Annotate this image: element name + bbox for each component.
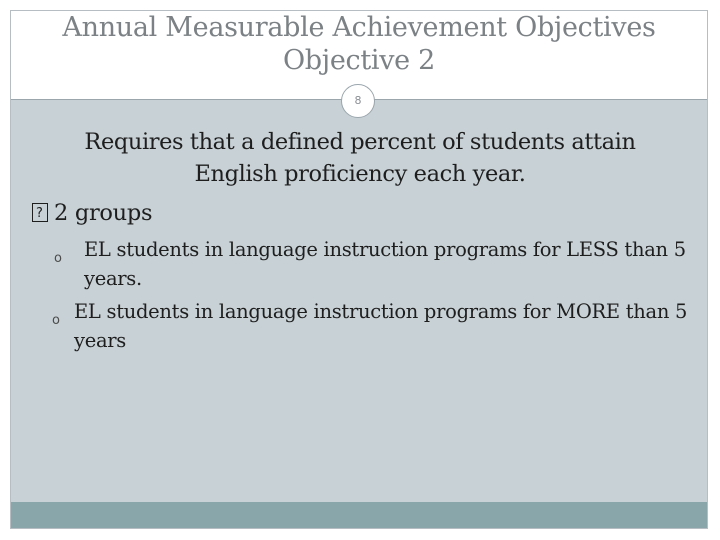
bullet-text: EL students in language instruction programs for LESS than 5 years. [84, 238, 686, 290]
page-number-badge: 8 [341, 84, 375, 118]
groups-heading [32, 199, 152, 227]
circle-bullet-icon: o [52, 313, 60, 328]
missing-glyph-bullet-icon [32, 203, 48, 222]
lead-paragraph: Requires that a defined percent of students attain English proficiency each year. [84, 129, 636, 187]
groups-label: 2 groups [54, 200, 153, 226]
title-line-2: Objective 2 [282, 45, 436, 76]
title-line-1: Annual Measurable Achievement Objectives [62, 12, 656, 43]
list-item [54, 235, 694, 293]
footer-band [11, 502, 707, 528]
bullet-text: EL students in language instruction programs for MORE than 5 years [74, 300, 688, 352]
circle-bullet-icon: o [54, 251, 62, 266]
list-item [52, 297, 694, 355]
